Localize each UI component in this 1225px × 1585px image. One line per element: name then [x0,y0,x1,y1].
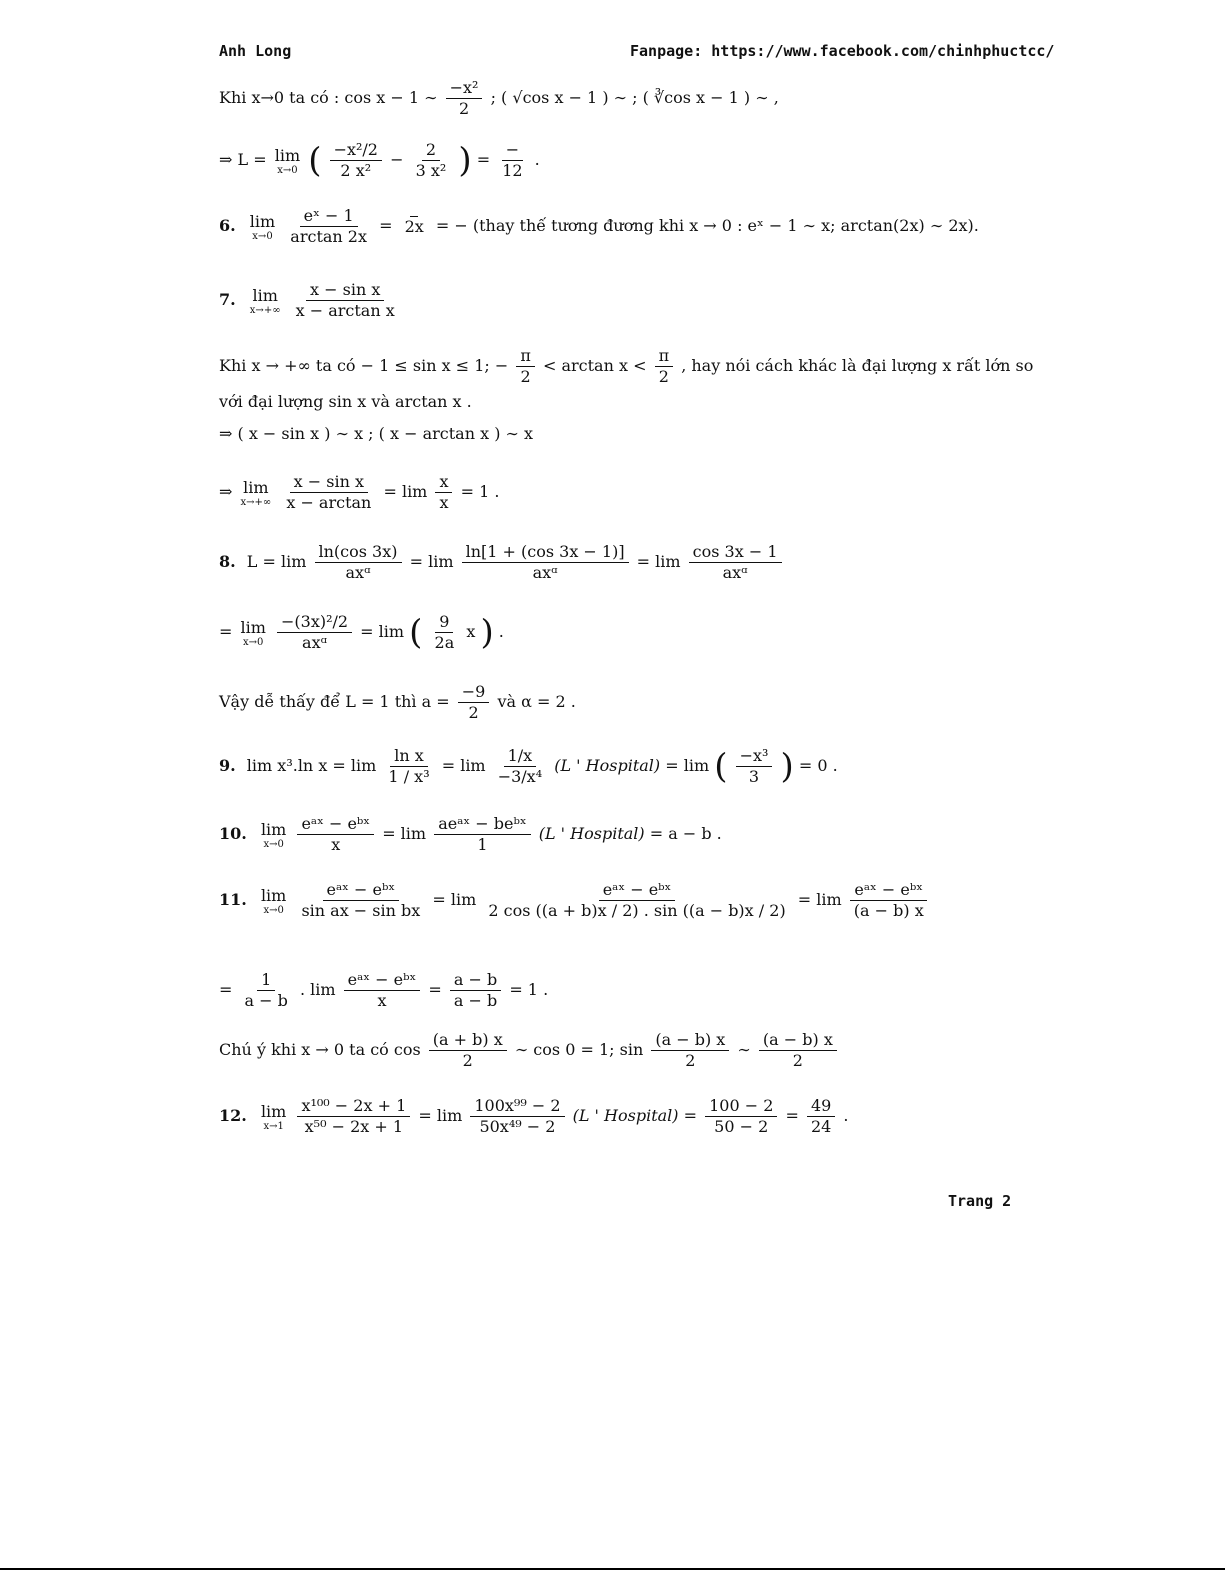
fraction: $\frac{(a - b) x}{2}$ [651,1030,729,1071]
limit: lim x→1 [260,1101,287,1132]
limit: lim x→0 [260,819,287,850]
problem-12: 12. lim x→1 $\frac{\text{x¹⁰⁰ − 2x + 1}}{\text{x⁵⁰ − 2x + 1}}$ = lim $\frac{\text{100x⁹⁹ − 2}}{\text{50x⁴⁹ − 2}}$ (L ' Hospital) = $\frac{100 - 2}{50 - 2}$ = $\frac{49}{24}$ . [219,1096,849,1136]
problem-8: 8. L = lim $\frac{\ln(\cos 3x)}{\text{axᵅ}}$ = lim $\frac{\ln[1 + (\cos 3x - 1)]}{\text{axᵅ}}$ = lim $\frac{\cos 3x - 1}{\text{axᵅ}}$ [219,542,785,583]
fraction: $\frac{a - b}{a - b}$ [450,970,501,1011]
fraction: $\frac{(a + b) x}{2}$ [429,1030,507,1071]
fraction: $\frac{\text{eᵃˣ − eᵇˣ}}{(a - b) x}$ [850,880,928,921]
fraction: $\frac{\text{x − sin x}}{\text{x − arctan x}}$ [295,280,395,320]
fraction: $\frac{100 - 2}{50 - 2}$ [705,1096,777,1137]
limit: lim x→0 [274,145,301,176]
problem-7-result: ⇒ lim x→+∞ $\frac{\text{x − sin x}}{x - \arctan}$ = lim $\frac{x}{x}$ = 1 . [219,472,500,512]
text: Khi x→0 ta có : cos x − 1 ∼ [219,88,438,107]
problem-11-cont: = $\frac{1}{a - b}$ . lim $\frac{\text{eᵃˣ − eᵇˣ}}{x}$ = $\frac{a - b}{a - b}$ = 1 . [219,970,549,1010]
fraction: $\frac{\text{eˣ − 1}}{\arctan 2x}$ [290,206,368,246]
header-fanpage: Fanpage: https://www.facebook.com/chinhphuctcc/ [630,42,1055,60]
fraction: 2x [404,217,424,236]
fraction: $\frac{\text{−(3x)²/2}}{\text{axᵅ}}$ [277,612,352,653]
page-number: Trang 2 [948,1192,1012,1210]
equivalence-line [219,78,779,119]
fraction: $\frac{\text{−x²/2}}{\text{2 x²}}$ [330,140,382,181]
fraction: $\frac{9}{2a}$ [434,612,455,652]
fraction: $\frac{\text{−x²}}{2}$ [446,78,483,119]
fraction: $\frac{x}{x}$ [435,472,452,513]
fraction: $\frac{\text{eᵃˣ − eᵇˣ}}{x}$ [344,970,421,1011]
problem-9: 9. lim x³.ln x = lim $\frac{\text{ln x}}{\text{1 / x³}}$ = lim $\frac{1/x}{\text{−3/x⁴}}$ (L ' Hospital) = lim ( $\frac{\text{−x³}}{3}$ ) = 0 . [219,746,838,787]
limit: lim x→0 [240,617,266,648]
text: ; ( √cos x − 1 ) ∼ ; ( ∛cos x − 1 ) ∼ , [490,88,779,107]
fraction: $\frac{-}{12}$ [502,140,523,180]
fraction: $\frac{\ln(\cos 3x)}{\text{axᵅ}}$ [315,542,402,583]
fraction: $\frac{\text{eᵃˣ − eᵇˣ}}{x}$ [297,814,374,855]
text-line: ⇒ ( x − sin x ) ∼ x ; ( x − arctan x ) ∼ x [219,424,534,443]
fraction: $\frac{1/x}{\text{−3/x⁴}}$ [497,746,543,786]
fraction: $\frac{\text{100x⁹⁹ − 2}}{\text{50x⁴⁹ − 2}}$ [470,1096,564,1137]
limit: lim x→+∞ [249,285,281,316]
note-line: Chú ý khi x → 0 ta có cos $\frac{(a + b) x}{2}$ ∼ cos 0 = 1; sin $\frac{(a - b) x}{2}$ ∼ $\frac{(a - b) x}{2}$ [219,1030,840,1071]
fraction: $\frac{\text{x − sin x}}{x - \arctan}$ [286,472,372,512]
fraction: $\frac{\text{x¹⁰⁰ − 2x + 1}}{\text{x⁵⁰ − 2x + 1}}$ [297,1096,410,1137]
limit: lim x→+∞ [240,477,272,508]
conclusion-line: Vậy dễ thấy để L = 1 thì a = $\frac{-9}{2}$ và α = 2 . [219,682,576,722]
fraction: $\frac{\pi}{2}$ [655,346,674,387]
problem-8-cont: = lim x→0 $\frac{\text{−(3x)²/2}}{\text{axᵅ}}$ = lim ( $\frac{9}{2a}$ x ) . [219,612,504,653]
fraction: $\frac{\text{aeᵃˣ − beᵇˣ}}{1}$ [434,814,530,855]
limit: lim x→0 [249,211,276,242]
fraction: $\frac{\text{eᵃˣ − eᵇˣ}}{\text{sin ax − sin bx}}$ [301,880,421,920]
fraction: $\frac{\cos 3x - 1}{\text{axᵅ}}$ [689,542,782,583]
problem-7: 7. lim x→+∞ $\frac{\text{x − sin x}}{\text{x − arctan x}}$ [219,280,402,321]
header-author: Anh Long [219,42,292,60]
problem-10: 10. lim x→0 $\frac{\text{eᵃˣ − eᵇˣ}}{x}$ = lim $\frac{\text{aeᵃˣ − beᵇˣ}}{1}$ (L ' Hospital) = a − b . [219,814,722,854]
text: (thay thế tương đương khi x → 0 : eˣ − 1 ∼ x; arctan(2x) ∼ 2x). [472,216,979,235]
text-line: với đại lượng sin x và arctan x . [219,392,472,411]
fraction: $\frac{1}{a - b}$ [244,970,288,1010]
fraction: $\frac{\text{−x³}}{3}$ [736,746,773,787]
fraction: $\frac{2}{\text{3 x²}}$ [415,140,447,180]
fraction: $\frac{\text{eᵃˣ − eᵇˣ}}{2 \cos ((a + b)x / 2) . \sin ((a - b)x / 2)}$ [488,880,786,920]
fraction: $\frac{\ln[1 + (\cos 3x - 1)]}{\text{axᵅ}}$ [462,542,629,583]
text-line: Khi x → +∞ ta có − 1 ≤ sin x ≤ 1; − $\frac{\pi}{2}$ < arctan x < $\frac{\pi}{2}$ , hay nói cách khác là đại lượng x rất lớn so [219,346,1034,386]
page-bottom-rule [0,1568,1225,1570]
fraction: $\frac{-9}{2}$ [458,682,490,723]
limit-result-line: ⇒ L = lim x→0 ( $\frac{\text{−x²/2}}{\text{2 x²}}$ − $\frac{2}{\text{3 x²}}$ ) = $\frac{-}{12}$ . [219,140,540,181]
fraction: $\frac{(a - b) x}{2}$ [759,1030,837,1071]
text: ⇒ L = [219,150,267,169]
problem-11: 11. lim x→0 $\frac{\text{eᵃˣ − eᵇˣ}}{\text{sin ax − sin bx}}$ = lim $\frac{\text{eᵃˣ − eᵇˣ}}{2 \cos ((a + b)x / 2) . \sin ((a - b)x / 2)}$ = lim $\frac{\text{eᵃˣ − eᵇˣ}}{(a - b) x}$ [219,880,931,921]
fraction: $\frac{\text{ln x}}{\text{1 / x³}}$ [388,746,430,786]
limit: lim x→0 [260,885,287,916]
fraction: $\frac{\pi}{2}$ [516,346,535,387]
problem-6: 6. lim x→0 $\frac{\text{eˣ − 1}}{\arctan 2x}$ = 2x = − (thay thế tương đương khi x → 0 : eˣ − 1 ∼ x; arctan(2x) ∼ 2x). [219,206,979,246]
fraction: $\frac{49}{24}$ [807,1096,835,1137]
